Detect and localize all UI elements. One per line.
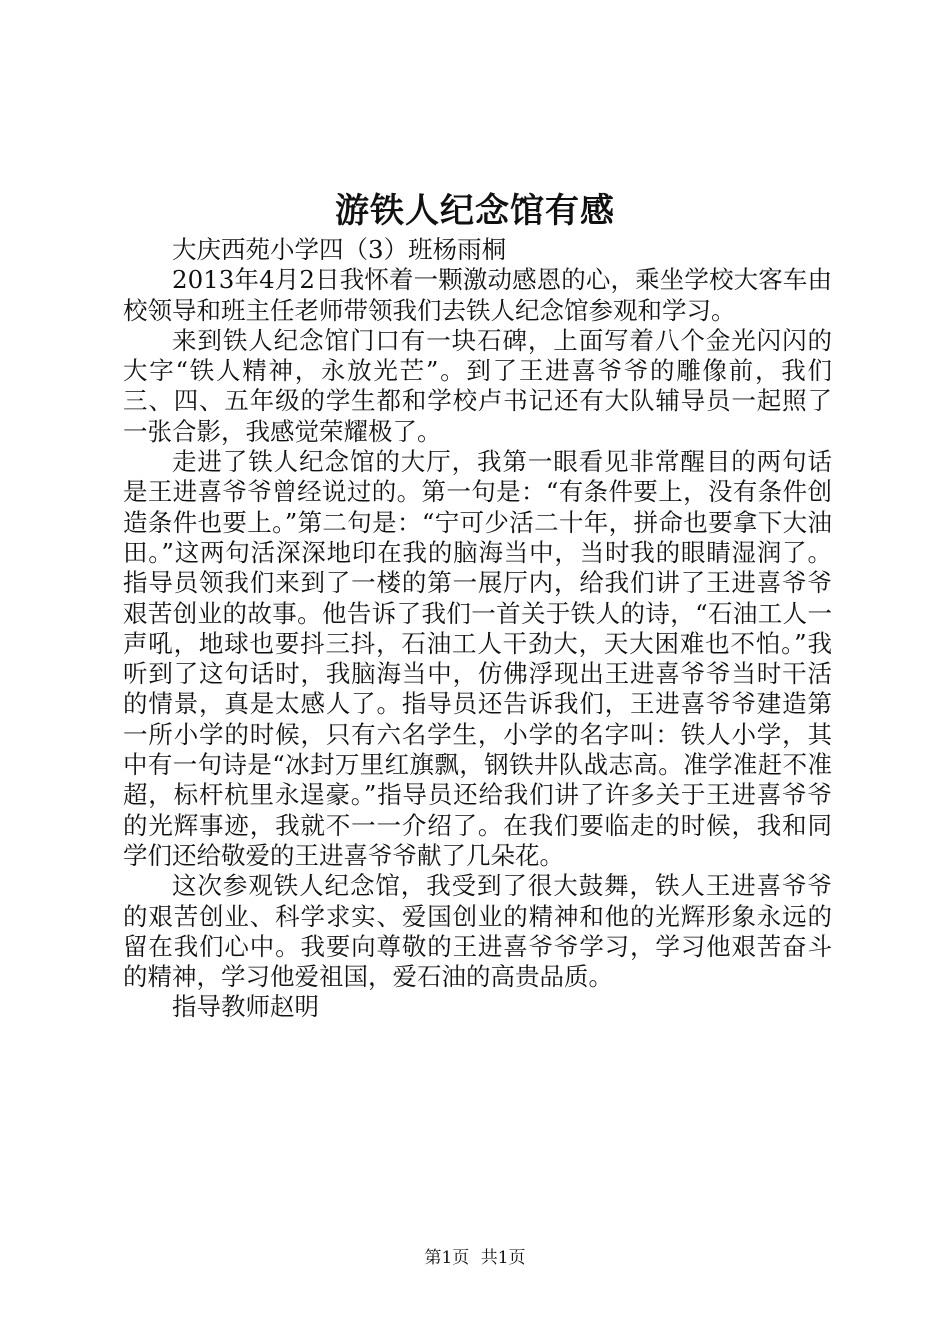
paragraph-2: 来到铁人纪念馆门口有一块石碑，上面写着八个金光闪闪的大字“铁人精神，永放光芒”。到了王进喜爷爷的雕像前，我们三、四、五年级的学生都和学校卢书记还有大队辅导员一起照了一张合影，我感觉荣耀极了。 [123, 325, 832, 446]
document-title: 游铁人纪念馆有感 [335, 191, 615, 231]
page-number-total: 共1页 [480, 1248, 526, 1268]
paragraph-4: 这次参观铁人纪念馆，我受到了很大鼓舞，铁人王进喜爷爷的艰苦创业、科学求实、爱国创业的精神和他的光辉形象永远的留在我们心中。我要向尊敬的王进喜爷爷学习，学习他艰苦奋斗的精神，学习他爱祖国，爱石油的高贵品质。 [123, 871, 832, 992]
page-footer [0, 1243, 950, 1268]
paragraph-3: 走进了铁人纪念馆的大厅，我第一眼看见非常醒目的两句话是王进喜爷爷曾经说过的。第一句是：“有条件要上，没有条件创造条件也要上。”第二句是：“宁可少活二十年，拼命也要拿下大油田。”这两句活深深地印在我的脑海当中，当时我的眼睛湿润了。指导员领我们来到了一楼的第一展厅内，给我们讲了王进喜爷爷艰苦创业的故事。他告诉了我们一首关于铁人的诗，“石油工人一声吼，地球也要抖三抖，石油工人干劲大，天大困难也不怕。”我听到了这句话时，我脑海当中，仿佛浮现出王进喜爷爷当时干活的情景，真是太感人了。指导员还告诉我们，王进喜爷爷建造第一所小学的时候，只有六名学生，小学的名字叫：铁人小学，其中有一句诗是“冰封万里红旗飘，钢铁井队战志高。准学准赶不准超，标杆杭里永逞豪。”指导员还给我们讲了许多关于王进喜爷爷的光辉事迹，我就不一一介绍了。在我们要临走的时候，我和同学们还给敬爱的王进喜爷爷献了几朵花。 [123, 447, 832, 870]
author-line: 大庆西苑小学四（3）班杨雨桐 [172, 235, 507, 264]
teacher-line: 指导教师赵明 [172, 992, 319, 1022]
page-number-current: 第1页 [424, 1248, 470, 1268]
paragraph-1: 2013年4月2日我怀着一颗激动感恩的心，乘坐学校大客车由校领导和班主任老师带领我们去铁人纪念馆参观和学习。 [123, 265, 832, 325]
document-body [123, 235, 832, 1023]
